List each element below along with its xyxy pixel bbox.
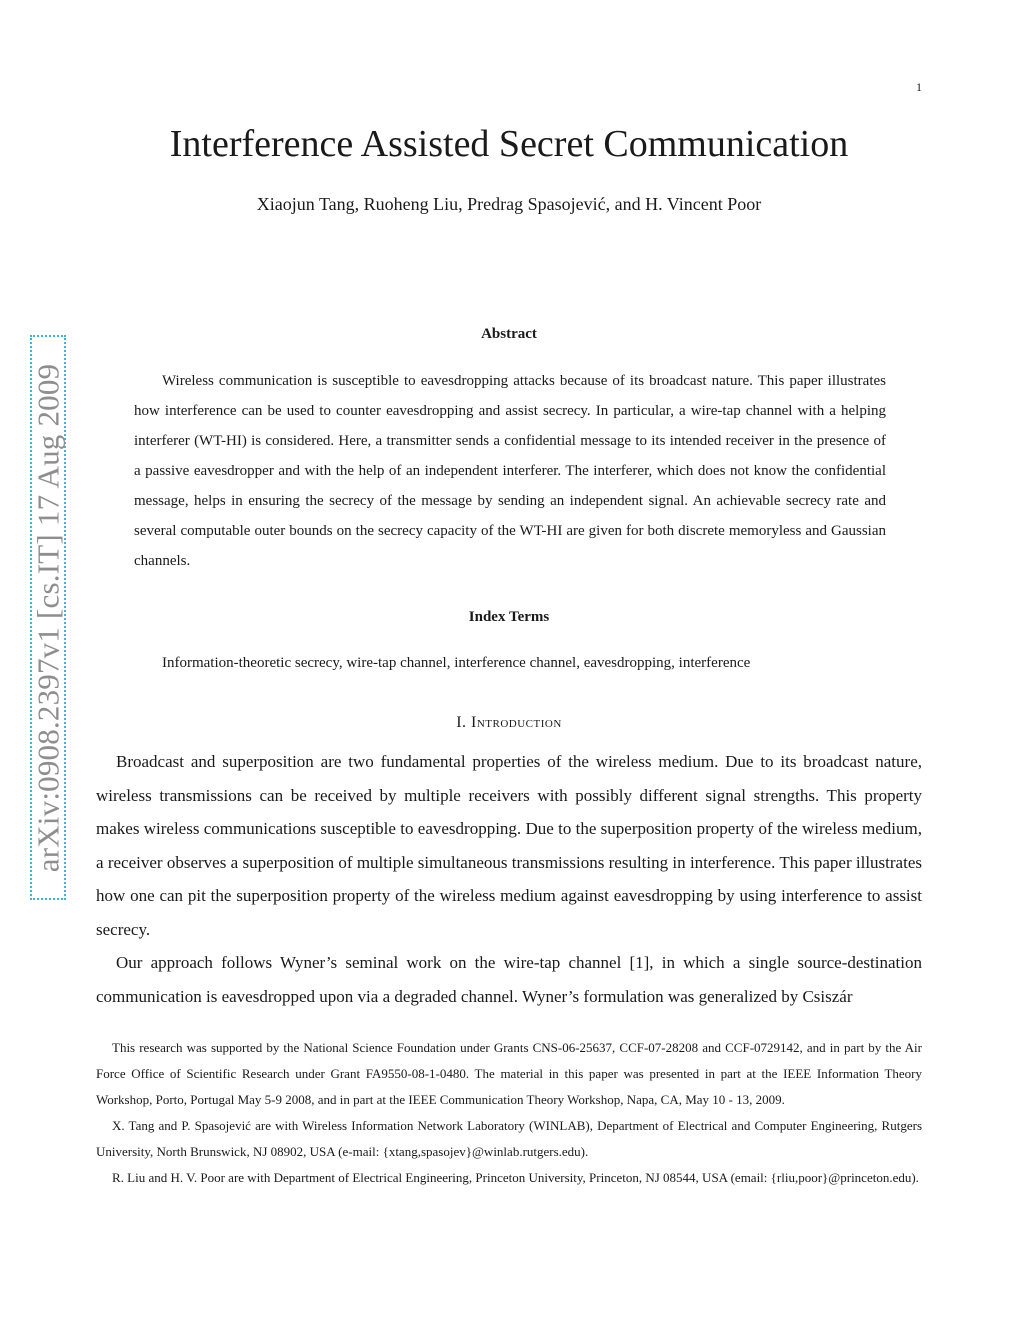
paper-title: Interference Assisted Secret Communication: [169, 123, 849, 165]
footnote-affiliation-princeton: R. Liu and H. V. Poor are with Department of Electrical Engineering, Princeton University, Princeton, NJ 08544, USA (email: {rliu,poor}@princeton.edu).: [112, 1170, 919, 1185]
arxiv-stamp-text: arXiv:0908.2397v1 [cs.IT] 17 Aug 2009: [30, 363, 66, 872]
arxiv-stamp[interactable]: [30, 335, 66, 900]
index-terms-heading: Index Terms: [468, 609, 550, 625]
intro-paragraph: Our approach follows Wyner’s seminal work on the wire-tap channel [1], in which a single source-destination communication is eavesdropped upon via a degraded channel. Wyner’s formulation was generalized by Csiszár: [96, 953, 922, 1006]
intro-paragraph: Broadcast and superposition are two fundamental properties of the wireless medium. Due to its broadcast nature, wireless transmissions can be received by multiple receivers with possibly different signal strengths. This property makes wireless communications susceptible to eavesdropping. Due to the superposition property of the wireless medium, a receiver observes a superposition of multiple simultaneous transmissions resulting in interference. This paper illustrates how one can pit the superposition property of the wireless medium against eavesdropping by using interference to assist secrecy.: [96, 752, 922, 939]
section-heading-introduction: I. Introduction: [456, 714, 562, 731]
footnote-affiliation-rutgers: X. Tang and P. Spasojević are with Wireless Information Network Laboratory (WINLAB), Department of Electrical and Computer Engineering, Rutgers University, North Brunswick, NJ 08902, USA (e-mail: {xtang,spasojev}@winlab.rutgers.edu).: [96, 1118, 922, 1159]
footnotes: [96, 1035, 922, 1191]
page-number: 1: [916, 80, 922, 94]
introduction-text: [96, 745, 922, 1013]
author-list: Xiaojun Tang, Ruoheng Liu, Predrag Spasojević, and H. Vincent Poor: [256, 194, 762, 214]
abstract-heading: Abstract: [481, 326, 537, 342]
index-terms-body: Information-theoretic secrecy, wire-tap channel, interference channel, eavesdropping, interference: [162, 655, 751, 671]
footnote-funding: This research was supported by the National Science Foundation under Grants CNS-06-25637, CCF-07-28208 and CCF-0729142, and in part by the Air Force Office of Scientific Research under Grant FA9550-08-1-0480. The material in this paper was presented in part at the IEEE Information Theory Workshop, Porto, Portugal May 5-9 2008, and in part at the IEEE Communication Theory Workshop, Napa, CA, May 10 - 13, 2009.: [96, 1040, 922, 1107]
abstract-body: Wireless communication is susceptible to eavesdropping attacks because of its broadcast nature. This paper illustrates how interference can be used to counter eavesdropping and assist secrecy. In particular, a wire-tap channel with a helping interferer (WT-HI) is considered. Here, a transmitter sends a confidential message to its intended receiver in the presence of a passive eavesdropper and with the help of an independent interferer. The interferer, which does not know the confidential message, helps in ensuring the secrecy of the message by sending an independent signal. An achievable secrecy rate and several computable outer bounds on the secrecy capacity of the WT-HI are given for both discrete memoryless and Gaussian channels.: [134, 373, 886, 569]
